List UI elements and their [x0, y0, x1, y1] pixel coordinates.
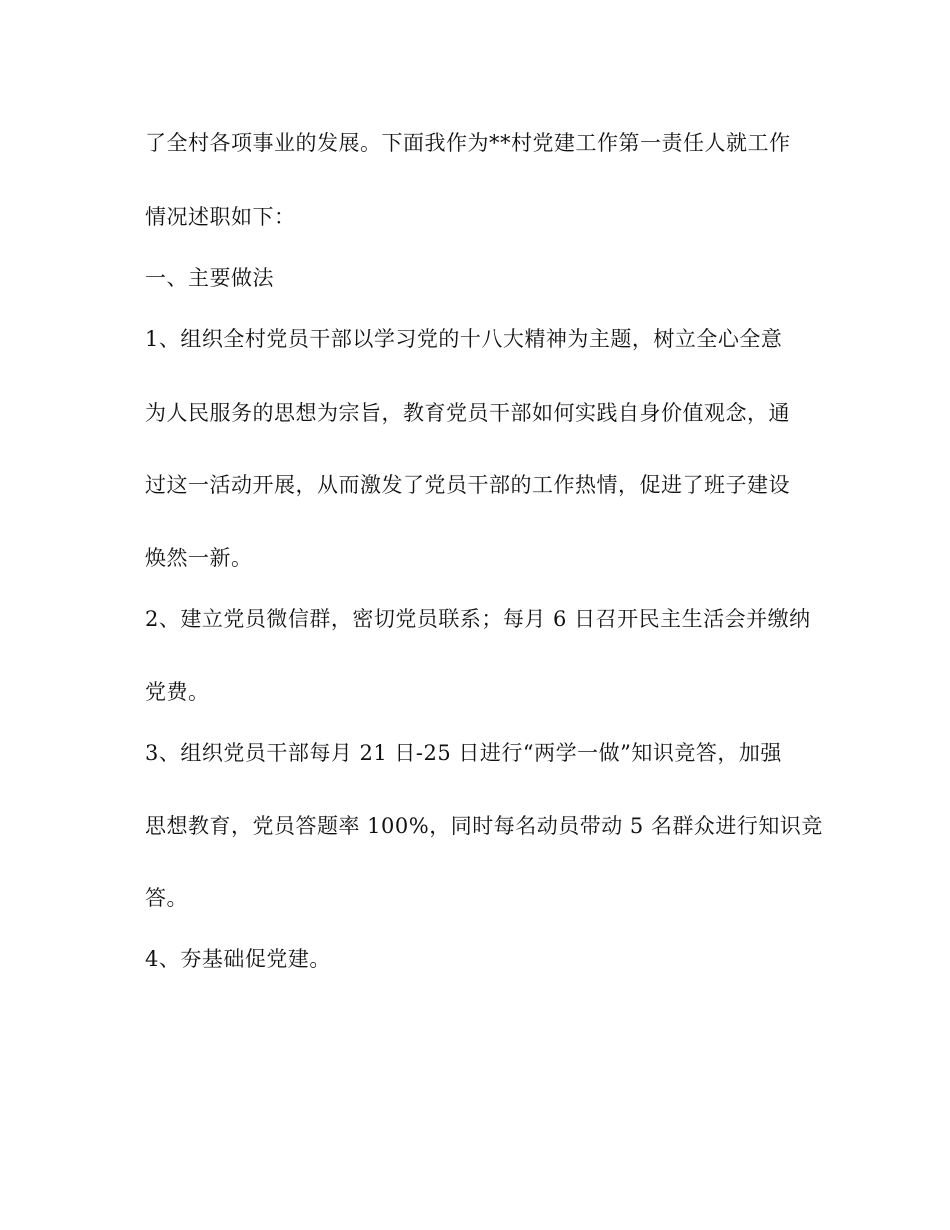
section-heading: 一、主要做法	[145, 266, 274, 290]
text-line: 焕然一新。	[145, 546, 253, 570]
text-line: 4、夯基础促党建。	[145, 947, 331, 971]
text-line: 了全村各项事业的发展。下面我作为**村党建工作第一责任人就工作	[145, 131, 791, 155]
text-line: 1、组织全村党员干部以学习党的十八大精神为主题，树立全心全意	[145, 327, 783, 351]
text-line: 情况述职如下：	[145, 205, 296, 229]
text-line: 党费。	[145, 680, 210, 704]
text-line: 答。	[145, 886, 188, 910]
text-line: 3、组织党员干部每月 21 日-25 日进行“两学一做”知识竞答，加强	[145, 741, 782, 765]
text-line: 2、建立党员微信群，密切党员联系；每月 6 日召开民主生活会并缴纳	[145, 607, 811, 631]
text-line: 过这一活动开展，从而激发了党员干部的工作热情，促进了班子建设	[145, 473, 790, 497]
text-line: 思想教育，党员答题率 100%，同时每名动员带动 5 名群众进行知识竞	[145, 814, 823, 838]
text-line: 为人民服务的思想为宗旨，教育党员干部如何实践自身价值观念，通	[145, 401, 790, 425]
